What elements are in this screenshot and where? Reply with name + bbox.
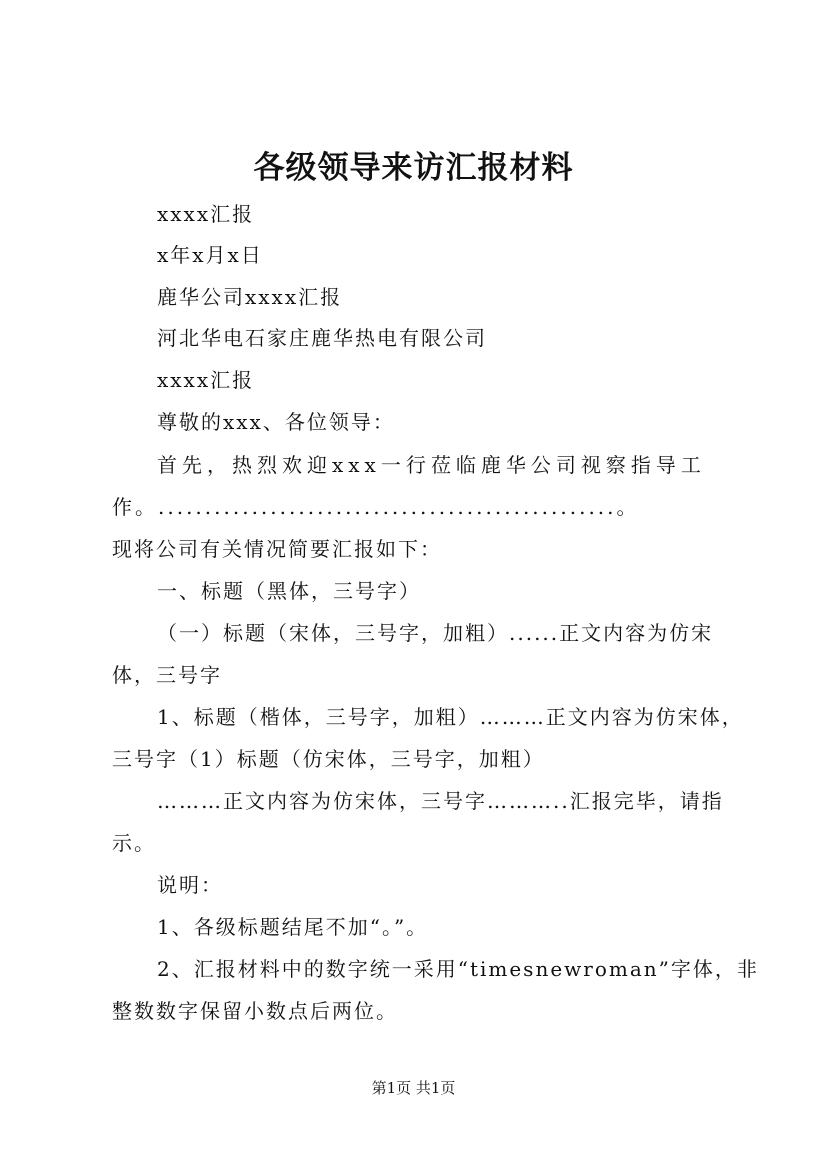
note-item-1: 1、各级标题结尾不加“。”。: [157, 915, 429, 939]
company-name-line: 河北华电石家庄鹿华热电有限公司: [157, 326, 487, 350]
closing-line: ………正文内容为仿宋体，三号字………..汇报完毕，请指: [157, 789, 724, 813]
note-item-2-continuation: 整数数字保留小数点后两位。: [112, 999, 398, 1023]
report-line-2: xxxx汇报: [157, 368, 255, 392]
closing-continuation-line: 示。: [112, 831, 156, 855]
heading-level-3-line: 1、标题（楷体，三号字，加粗）………正文内容为仿宋体，: [157, 705, 744, 729]
salutation-line: 尊敬的xxx、各位领导：: [157, 410, 395, 434]
heading-level-4-line: 三号字（1）标题（仿宋体，三号字，加粗）: [112, 747, 545, 771]
report-line-1: xxxx汇报: [157, 202, 255, 226]
document-title: 各级领导来访汇报材料: [253, 150, 574, 186]
note-item-2: 2、汇报材料中的数字统一采用“timesnewroman”字体，非: [157, 957, 759, 981]
page-footer: 第1页 共1页: [371, 1079, 456, 1097]
welcome-continuation-line: 作。.................................................。: [112, 495, 640, 519]
heading-level-2-continuation-line: 体，三号字: [112, 663, 222, 687]
notes-heading: 说明：: [157, 873, 223, 897]
heading-level-1-line: 一、标题（黑体，三号字）: [157, 579, 421, 603]
welcome-line: 首先，热烈欢迎xxx一行莅临鹿华公司视察指导工: [157, 453, 706, 477]
heading-level-2-line: （一）标题（宋体，三号字，加粗）......正文内容为仿宋: [157, 621, 714, 645]
company-report-line: 鹿华公司xxxx汇报: [157, 285, 343, 309]
date-line: x年x月x日: [157, 243, 263, 267]
intro-line: 现将公司有关情况简要汇报如下：: [112, 537, 442, 561]
